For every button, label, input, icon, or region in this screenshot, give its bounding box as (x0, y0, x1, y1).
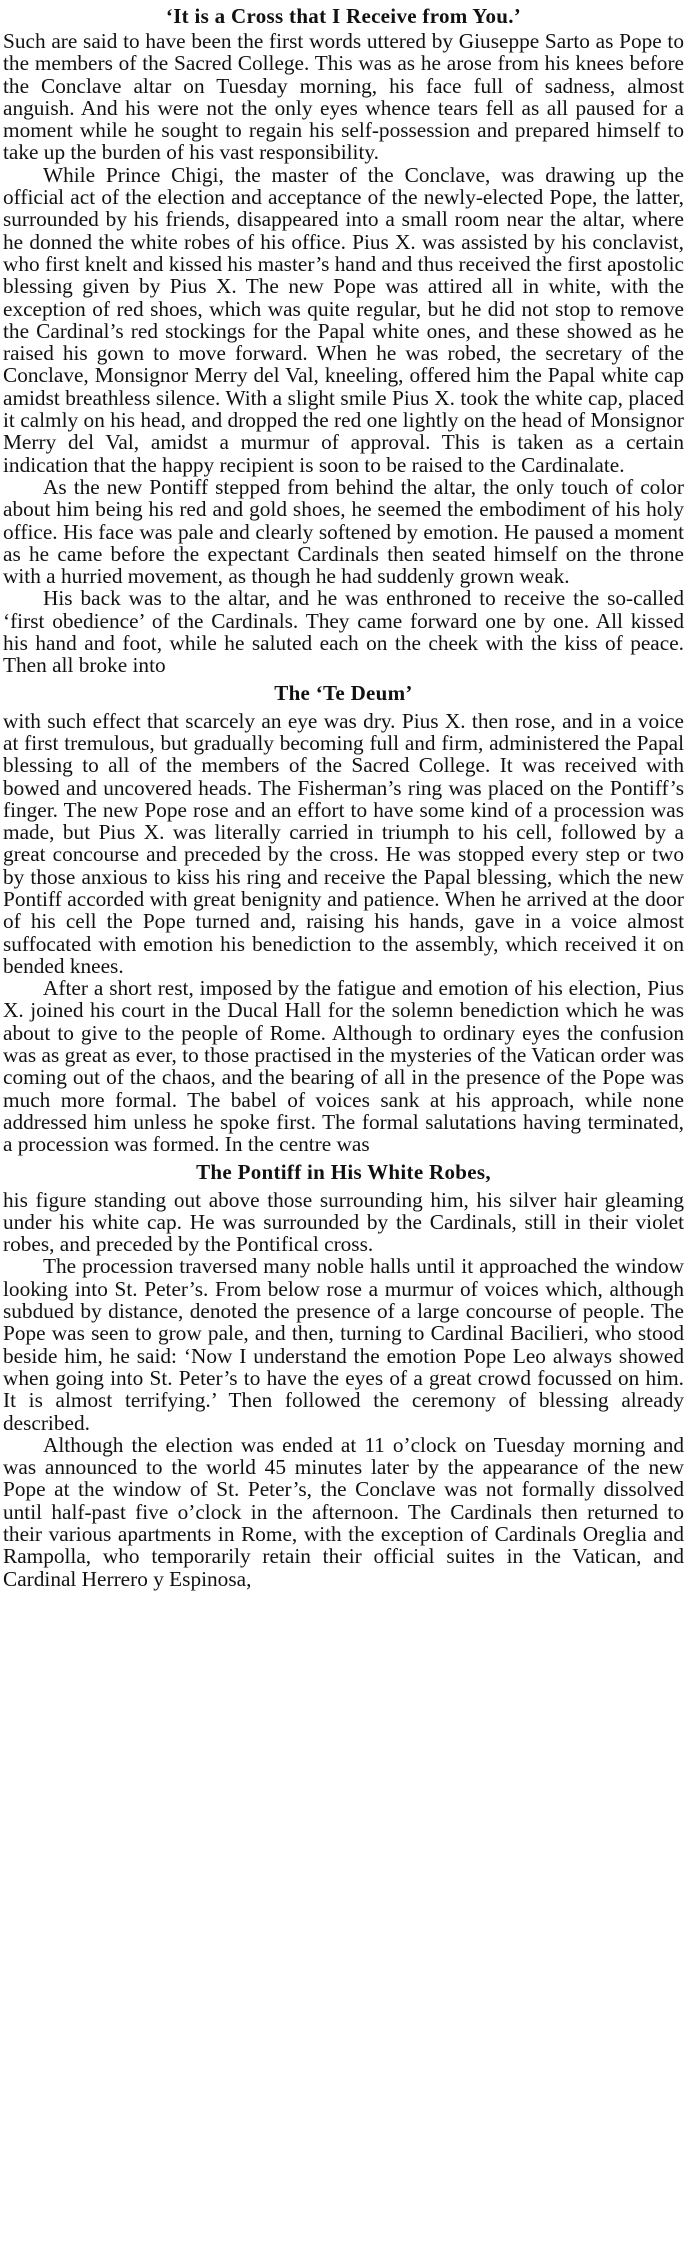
paragraph-first-obedience: His back was to the altar, and he was enthroned to receive the so-called ‘first obedience’ of the Cardinals. They came forward one by one. All kissed his hand and foot, while he saluted each on the cheek with the kiss of peace. Then all broke into (3, 586, 684, 678)
paragraph-procession-figure: his figure standing out above those surrounding him, his silver hair gleaming under his white cap. He was surrounded by the Cardinals, still in their violet robes, and preceded by the Pontifical cross. (3, 1187, 684, 1257)
paragraph-papal-blessing: with such effect that scarcely an eye was dry. Pius X. then rose, and in a voice at first tremulous, but gradually becoming full and firm, administered the Papal blessing to all of the members of the Sacred College. It was received with bowed and uncovered heads. The Fisherman’s ring was placed on the Pontiff’s finger. The new Pope rose and an effort to have some kind of a procession was made, but Pius X. was literally carried in triumph to his cell, followed by a great concourse and preceded by the cross. He was stopped every step or two by those anxious to kiss his ring and receive the Papal blessing, which the new Pontiff accorded with great benignity and patience. When he arrived at the door of his cell the Pope turned and, raising his hands, gave in a voice almost suffocated with emotion his benediction to the assembly, which received it on bended knees. (3, 708, 684, 978)
subheading-white-robes: The Pontiff in His White Robes, (196, 1159, 491, 1184)
paragraph-ducal-hall: After a short rest, imposed by the fatigue and emotion of his election, Pius X. joined his court in the Ducal Hall for the solemn benediction which he was about to give to the people of Rome. Although to ordinary eyes the confusion was as great as ever, to those practised in the mysteries of the Vatican order was coming out of the chaos, and the bearing of all in the presence of the Pope was much more formal. The babel of voices sank at his approach, while none addressed him unless he spoke first. The formal salutations having terminated, a procession was formed. In the centre was (3, 976, 684, 1157)
paragraph-conclave-dissolved: Although the election was ended at 11 o’clock on Tuesday morning and was announced to the world 45 minutes later by the appearance of the new Pope at the window of St. Peter’s, the Conclave was not formally dissolved until half-past five o’clock in the afternoon. The Cardinals then returned to their various apartments in Rome, with the exception of Cardinals Oreglia and Rampolla, who temporarily retain their official suites in the Vatican, and Cardinal Herrero y Espinosa, (3, 1432, 684, 1591)
article-title: ‘It is a Cross that I Receive from You.’ (165, 4, 522, 28)
paragraph-chigi-conclave: While Prince Chigi, the master of the Conclave, was drawing up the official act of the election and acceptance of the newly-elected Pope, the latter, surrounded by his friends, disappeared into a small room near the altar, where he donned the white robes of his office. Pius X. was assisted by his conclavist, who first knelt and kissed his master’s hand and thus received the first apostolic blessing given by Pius X. The new Pope was attired all in white, with the exception of red shoes, which was quite regular, but he did not stop to remove the Cardinal’s red stockings for the Papal white ones, and these showed as he raised his gown to move forward. When he was robed, the secretary of the Conclave, Monsignor Merry del Val, kneeling, offered him the Papal white cap amidst breathless silence. With a slight smile Pius X. took the white cap, placed it calmly on his head, and dropped the red one lightly on the head of Monsignor Merry del Val, amidst a murmur of approval. This is taken as a certain indication that the happy recipient is soon to be raised to the Cardinalate. (3, 162, 684, 477)
paragraph-new-pontiff: As the new Pontiff stepped from behind the altar, the only touch of color about him being his red and gold shoes, he seemed the embodiment of his holy office. His face was pale and clearly softened by emotion. He paused a moment as he came before the expectant Cardinals then seated himself on the throne with a hurried movement, as though he had suddenly grown weak. (3, 474, 684, 589)
paragraph-st-peters-window: The procession traversed many noble halls until it approached the window looking into St. Peter’s. From below rose a murmur of voices which, although subdued by distance, denoted the presence of a large concourse of people. The Pope was seen to grow pale, and then, turning to Cardinal Bacilieri, who stood beside him, he said: ‘Now I understand the emotion Pope Leo always showed when going into St. Peter’s to have the eyes of a great crowd focussed on him. It is almost terrifying.’ Then followed the ceremony of blessing already described. (3, 1254, 684, 1435)
subheading-te-deum: The ‘Te Deum’ (274, 680, 413, 705)
paragraph-first-words: Such are said to have been the first words uttered by Giuseppe Sarto as Pope to the members of the Sacred College. This was as he arose from his knees before the Conclave altar on Tuesday morning, his face full of sadness, almost anguish. And his were not the only eyes whence tears fell as all paused for a moment while he sought to regain his self-possession and prepared himself to take up the burden of his vast responsibility. (3, 29, 684, 165)
